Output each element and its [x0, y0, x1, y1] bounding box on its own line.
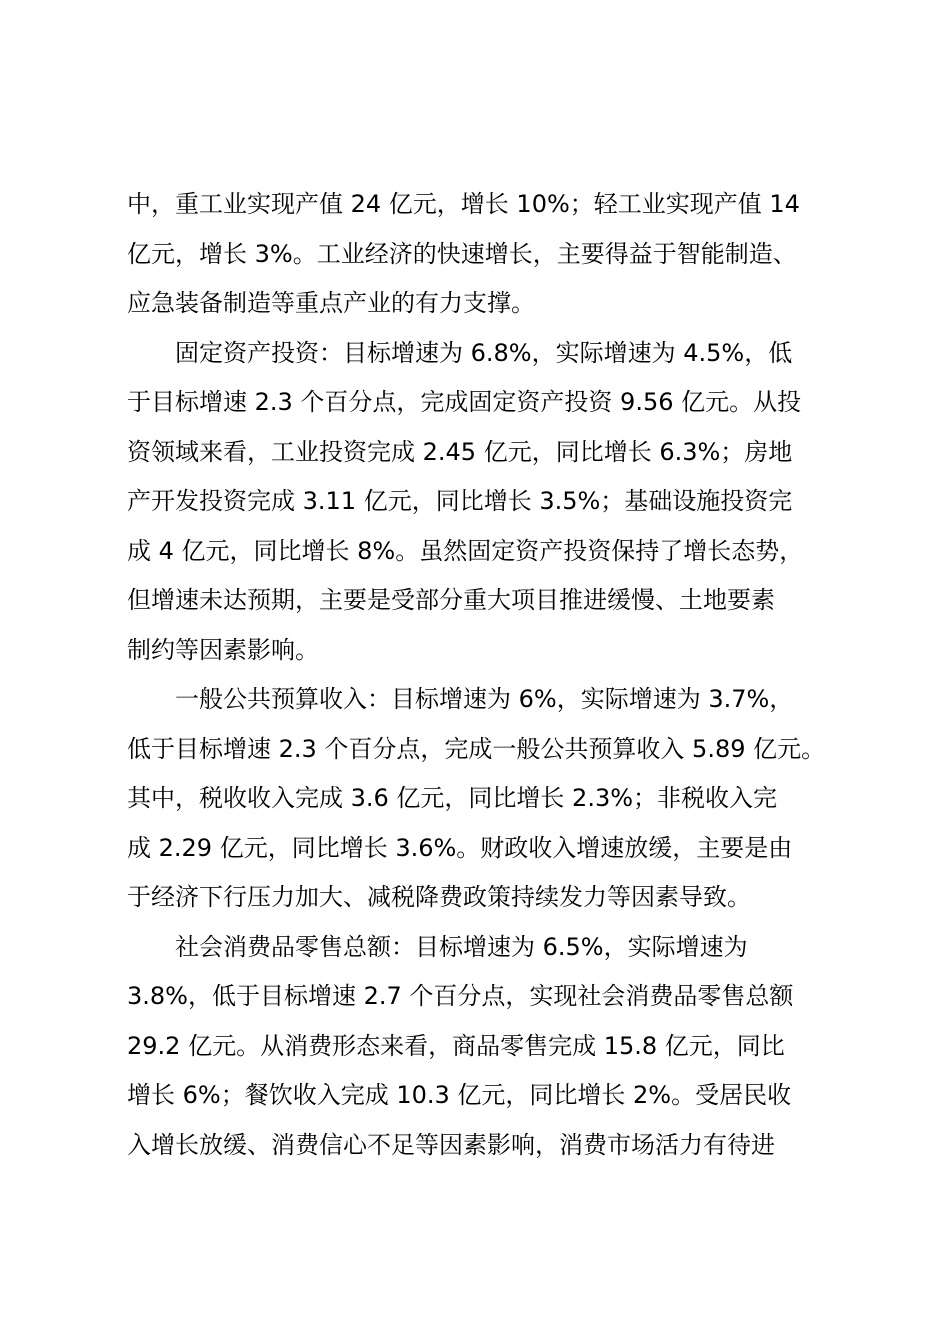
text-line: 于经济下行压力加大、减税降费政策持续发力等因素导致。	[127, 883, 751, 911]
text-line: 增长 6%；餐饮收入完成 10.3 亿元，同比增长 2%。受居民收	[127, 1081, 792, 1109]
text-line: 但增速未达预期，主要是受部分重大项目推进缓慢、土地要素	[127, 586, 775, 614]
body-text	[127, 180, 847, 1170]
text-line: 成 2.29 亿元，同比增长 3.6%。财政收入增速放缓，主要是由	[127, 833, 793, 862]
text-line: 社会消费品零售总额：目标增速为 6.5%，实际增速为	[127, 932, 748, 961]
text-line: 产开发投资完成 3.11 亿元，同比增长 3.5%；基础设施投资完	[127, 487, 793, 515]
text-line: 29.2 亿元。从消费形态来看，商品零售完成 15.8 亿元，同比	[127, 1031, 785, 1060]
text-line: 入增长放缓、消费信心不足等因素影响，消费市场活力有待进	[127, 1130, 775, 1159]
text-line: 3.8%，低于目标增速 2.7 个百分点，实现社会消费品零售总额	[127, 982, 794, 1010]
text-line: 一般公共预算收入：目标增速为 6%，实际增速为 3.7%，	[127, 685, 794, 713]
text-line: 中，重工业实现产值 24 亿元，增长 10%；轻工业实现产值 14	[127, 190, 800, 218]
text-line: 固定资产投资：目标增速为 6.8%，实际增速为 4.5%，低	[127, 338, 793, 367]
text-line: 应急装备制造等重点产业的有力支撑。	[127, 289, 535, 317]
text-line: 于目标增速 2.3 个百分点，完成固定资产投资 9.56 亿元。从投	[127, 388, 802, 416]
text-line: 制约等因素影响。	[127, 635, 319, 664]
text-line: 成 4 亿元，同比增长 8%。虽然固定资产投资保持了增长态势，	[127, 536, 804, 565]
text-line: 资领域来看，工业投资完成 2.45 亿元，同比增长 6.3%；房地	[127, 437, 793, 466]
text-line: 低于目标增速 2.3 个百分点，完成一般公共预算收入 5.89 亿元。	[127, 734, 826, 763]
text-line: 亿元，增长 3%。工业经济的快速增长，主要得益于智能制造、	[127, 239, 797, 268]
text-line: 其中，税收收入完成 3.6 亿元，同比增长 2.3%；非税收入完	[127, 784, 778, 812]
